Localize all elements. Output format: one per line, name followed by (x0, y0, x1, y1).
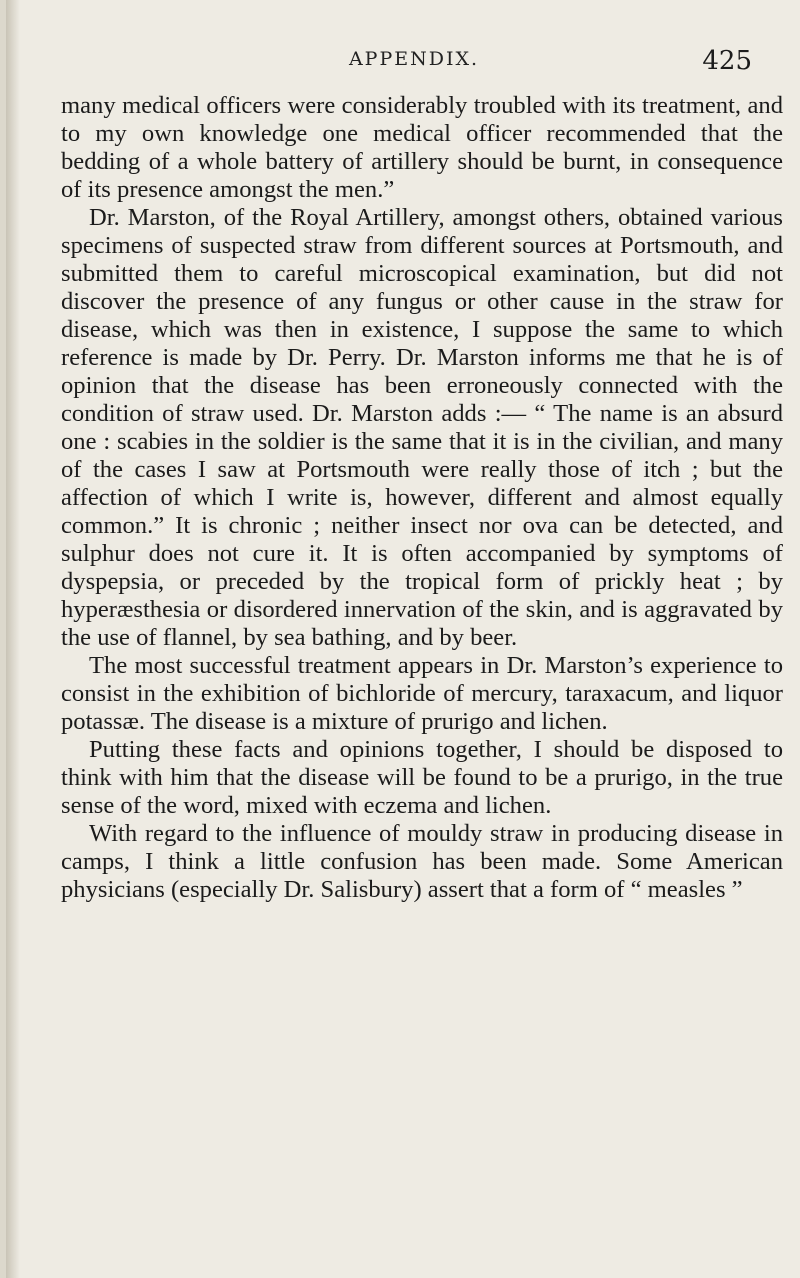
running-head (62, 46, 766, 76)
page-number: 425 (702, 46, 752, 76)
paragraph-marston-straw: Dr. Marston, of the Royal Artillery, amongst others, obtained various specimens of suspected straw from different sources at Portsmouth, and submitted them to careful microscopical examination, but did not discover the presence of any fungus or other cause in the straw for disease, which was then in existence, I suppose the same to which reference is made by Dr. Perry. Dr. Marston informs me that he is of opinion that the disease has been erroneously connected with the condition of straw used. Dr. Marston adds :— “ The name is an absurd one : scabies in the soldier is the same that it is in the civilian, and many of the cases I saw at Portsmouth were really those of itch ; but the affection of which I write is, however, different and almost equally common.” It is chronic ; neither insect nor ova can be detected, and sulphur does not cure it. It is often accompanied by symptoms of dyspepsia, or preceded by the tropical form of prickly heat ; by hyperæsthesia or disordered innervation of the skin, and is aggravated by the use of flannel, by sea bathing, and by beer. (61, 204, 783, 651)
paragraph-conclusion: Putting these facts and opinions together, I should be disposed to think with him that the disease will be found to be a prurigo, in the true sense of the word, mixed with eczema and lichen. (61, 736, 783, 819)
paragraph-mouldy-straw: With regard to the influence of mouldy straw in producing disease in camps, I think a little confusion has been made. Some American physicians (especially Dr. Salisbury) assert that a form of “ measles ” (61, 820, 783, 903)
paragraph-treatment: The most successful treatment appears in Dr. Marston’s experience to consist in the exhibition of bichloride of mercury, taraxacum, and liquor potassæ. The disease is a mixture of prurigo and lichen. (61, 652, 783, 735)
gutter-shadow (6, 0, 20, 1278)
body-text (61, 92, 783, 904)
running-title: APPENDIX. (348, 48, 480, 70)
paragraph-continuation: many medical officers were considerably troubled with its treatment, and to my own knowledge one medical officer recommended that the bedding of a whole battery of artillery should be burnt, in consequence of its presence amongst the men.” (61, 92, 783, 203)
